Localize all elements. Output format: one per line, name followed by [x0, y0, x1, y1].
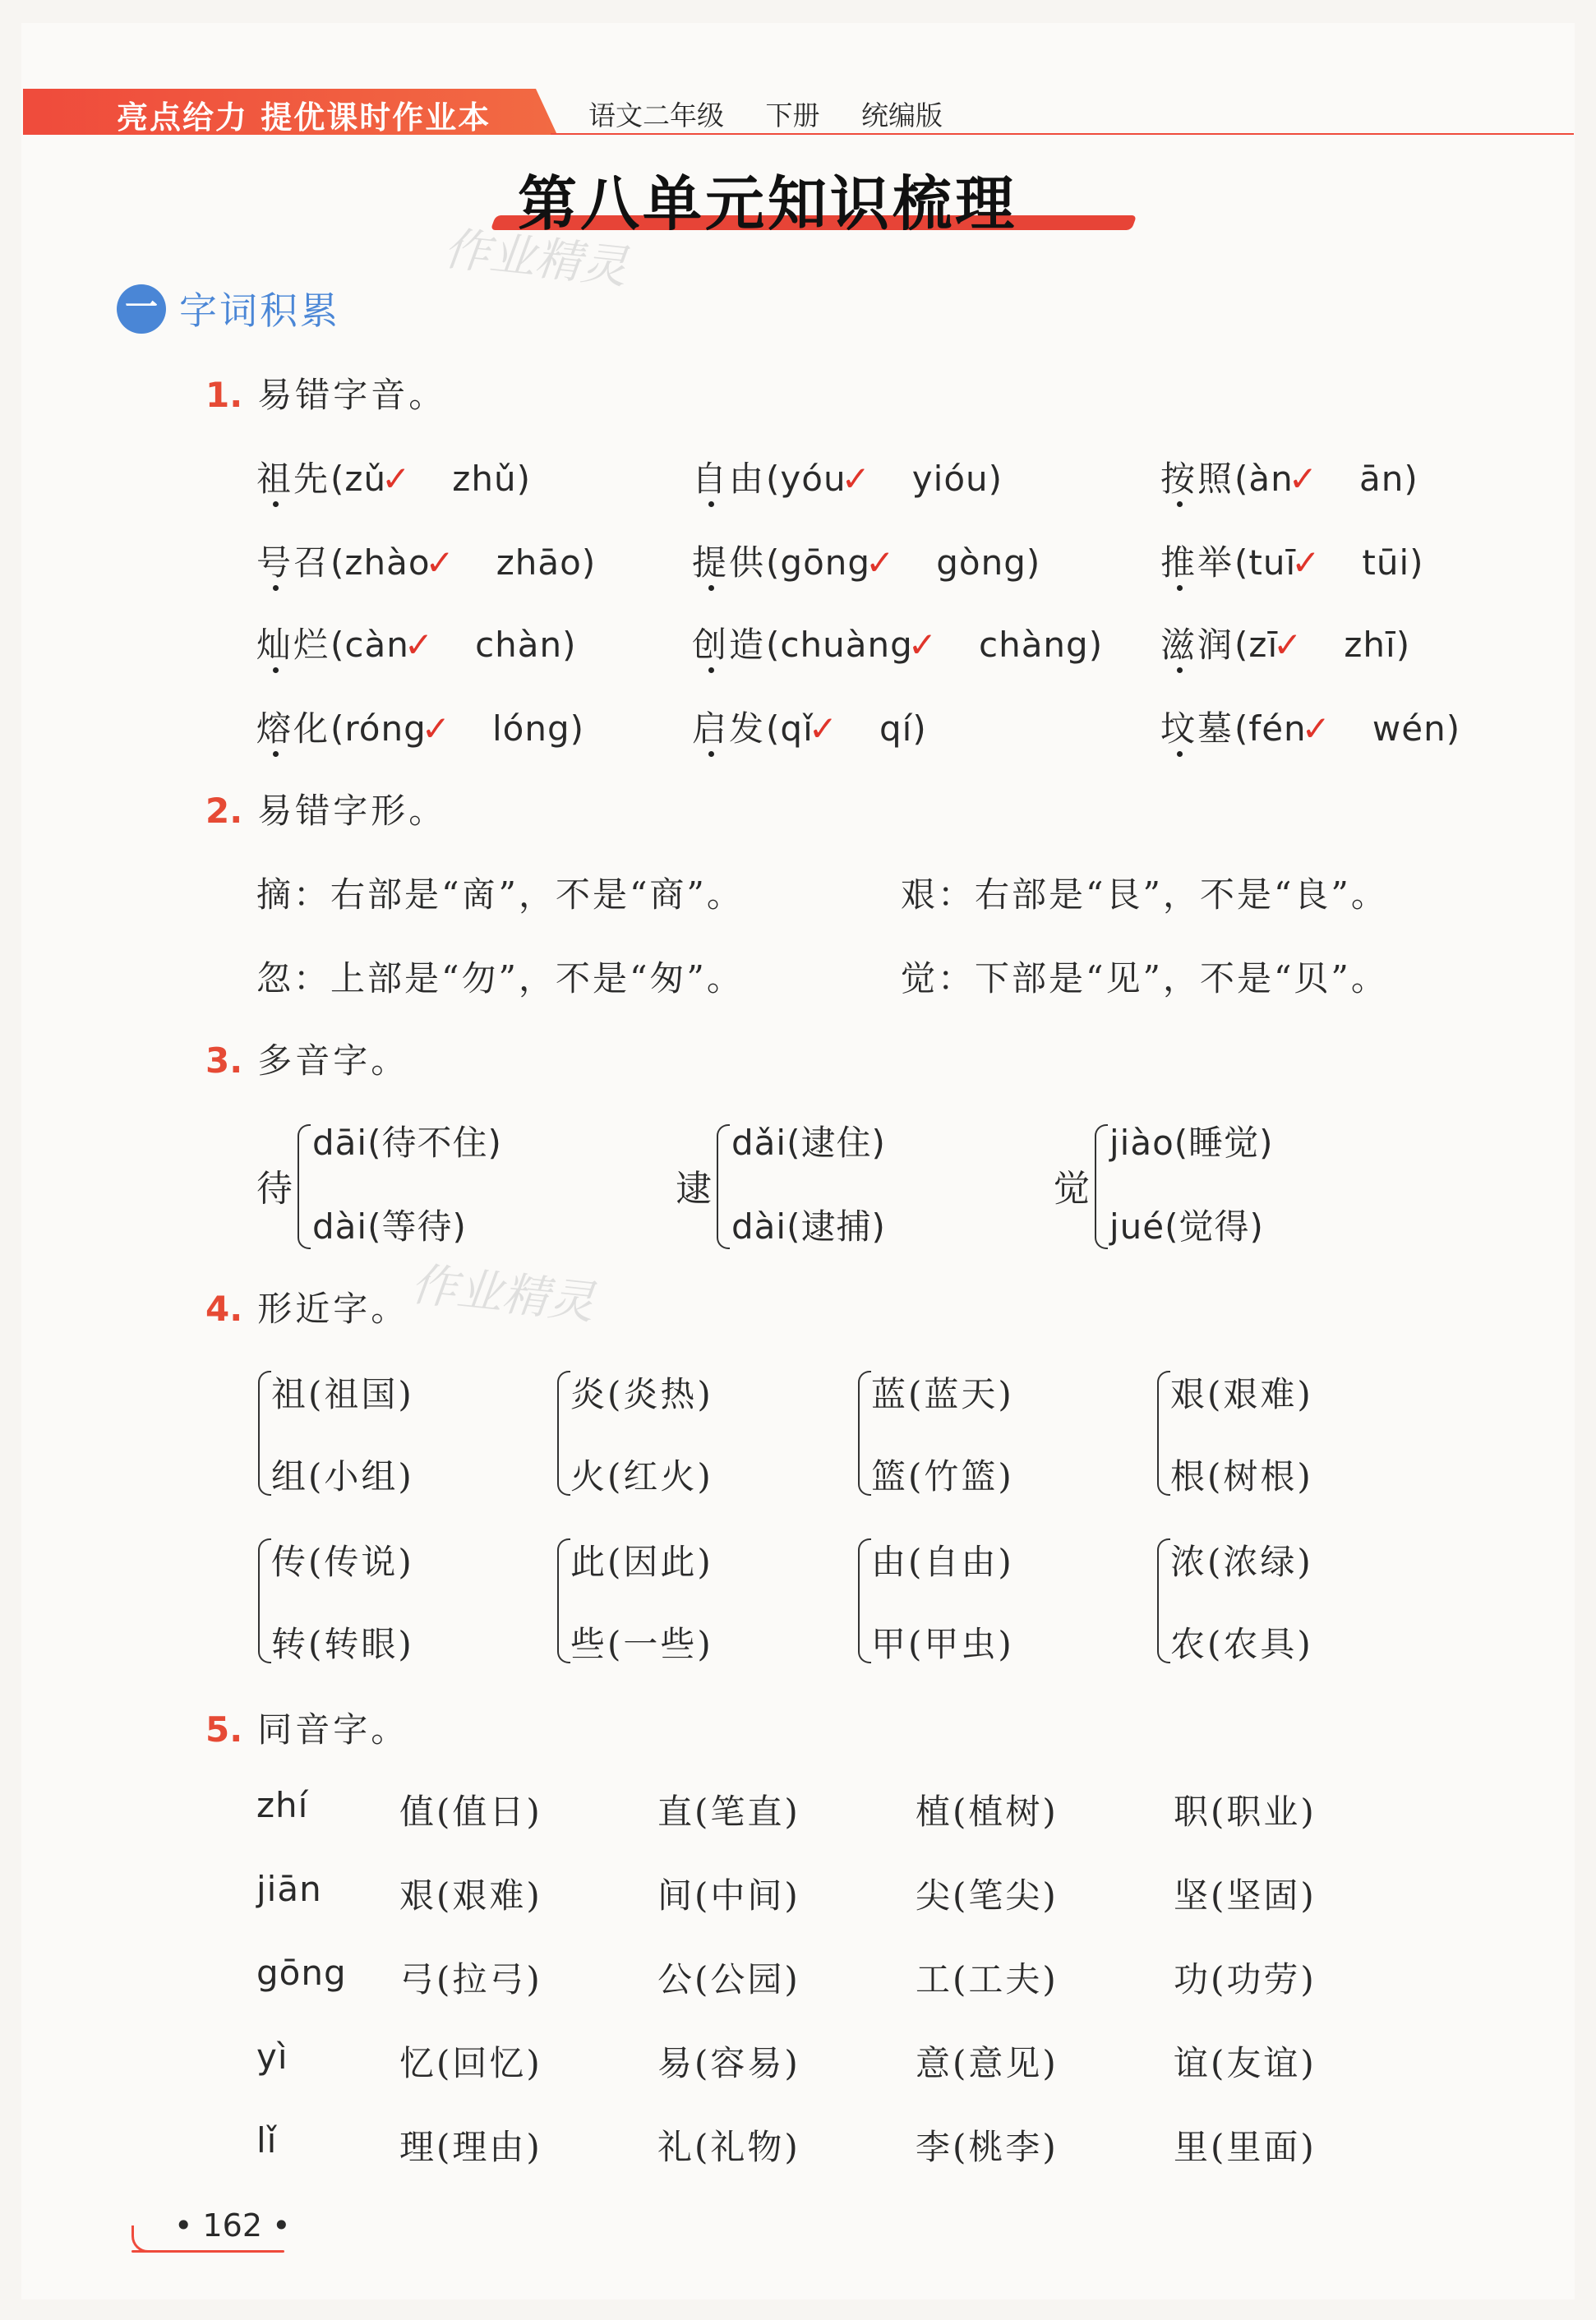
- wrong-pinyin: zhǔ: [452, 459, 517, 499]
- similar-char: 炎(炎热): [570, 1374, 713, 1414]
- word-char: 墓: [1197, 708, 1235, 749]
- header-volume: 下册: [765, 99, 820, 131]
- correct-pinyin: zǔ: [344, 459, 387, 499]
- brace: [258, 1538, 271, 1663]
- similar-char: 传(传说): [271, 1542, 414, 1582]
- pronunciation-item: [692, 618, 1103, 667]
- homophone-word: 坚(坚固): [1174, 1875, 1317, 1916]
- question-number: 4.: [205, 1289, 243, 1329]
- header-rule: [551, 133, 1574, 135]
- pronunciation-item: [1160, 452, 1418, 501]
- homophone-word: 植(植树): [916, 1792, 1059, 1832]
- paren: (: [330, 459, 345, 499]
- section-title: 字词积累: [179, 288, 340, 333]
- brace: [1157, 1538, 1170, 1663]
- question-number: 1.: [205, 375, 243, 415]
- paren: (: [766, 625, 781, 665]
- question-label: 同音字。: [257, 1709, 409, 1750]
- pronunciation-item: [256, 702, 584, 751]
- correct-pinyin: chuàng: [780, 625, 913, 665]
- brace: [858, 1371, 871, 1496]
- word-char: 按: [1160, 459, 1198, 499]
- question-heading: [205, 1703, 408, 1752]
- similar-char: 浓(浓绿): [1170, 1542, 1313, 1582]
- wrong-pinyin: qí: [879, 708, 913, 749]
- question-heading: [205, 1034, 408, 1083]
- paren: ): [988, 459, 1003, 499]
- word-char: 推: [1160, 542, 1198, 583]
- paren: (: [1234, 542, 1249, 583]
- word-char: 润: [1197, 625, 1235, 665]
- brace: [1157, 1371, 1170, 1496]
- homophone-word: 忆(回忆): [399, 2043, 542, 2083]
- homophone-pinyin: gōng: [256, 1953, 347, 1993]
- homophone-word: 尖(笔尖): [916, 1875, 1059, 1916]
- paren: ): [1088, 625, 1104, 665]
- wrong-pinyin: zhāo: [496, 542, 582, 583]
- wrong-pinyin: gòng: [936, 542, 1026, 583]
- similar-char: 农(农具): [1170, 1624, 1313, 1664]
- correct-pinyin: róng: [344, 708, 427, 749]
- paren: (: [330, 708, 345, 749]
- homophone-pinyin: yì: [256, 2036, 288, 2077]
- homophone-word: 李(桃李): [916, 2127, 1059, 2167]
- correct-pinyin: fén: [1248, 708, 1307, 749]
- similar-char: 些(一些): [570, 1624, 713, 1664]
- correct-pinyin: zhào: [344, 542, 431, 583]
- pronunciation-item: [1160, 702, 1460, 751]
- wrong-pinyin: chàng: [978, 625, 1089, 665]
- question-label: 易错字形。: [257, 791, 447, 831]
- brace: [1095, 1124, 1108, 1249]
- paren: (: [1234, 459, 1249, 499]
- glyph-note: 艰：右部是“艮”，不是“良”。: [901, 874, 1388, 915]
- section-badge: 一: [117, 284, 166, 334]
- word-char: 坟: [1160, 708, 1198, 749]
- watermark: 作业精灵: [441, 222, 630, 295]
- question-label: 易错字音。: [257, 375, 447, 415]
- paren: ): [1409, 542, 1424, 583]
- homophone-pinyin: jiān: [256, 1869, 322, 1909]
- polyphone-char: 待: [256, 1168, 293, 1210]
- similar-char: 火(红火): [570, 1456, 713, 1497]
- paren: ): [1446, 708, 1461, 749]
- checkmark-icon: ✓: [841, 459, 873, 499]
- pronunciation-item: [1160, 536, 1424, 585]
- polyphone-reading: dāi(待不住): [312, 1123, 502, 1163]
- wrong-pinyin: wén: [1372, 708, 1446, 749]
- homophone-word: 理(理由): [399, 2127, 542, 2167]
- brace: [298, 1124, 311, 1249]
- paren: ): [912, 708, 927, 749]
- question-heading: [205, 784, 446, 833]
- question-number: 3.: [205, 1040, 243, 1081]
- question-number: 2.: [205, 791, 243, 831]
- checkmark-icon: ✓: [1291, 542, 1323, 583]
- homophone-word: 礼(礼物): [657, 2127, 800, 2167]
- watermark: 作业精灵: [408, 1257, 597, 1331]
- glyph-note: 摘：右部是“啇”，不是“商”。: [256, 874, 744, 915]
- correct-pinyin: tuī: [1248, 542, 1297, 583]
- word-char: 号: [256, 542, 294, 583]
- wrong-pinyin: tūi: [1362, 542, 1410, 583]
- similar-char: 艰(艰难): [1170, 1374, 1313, 1414]
- word-char: 化: [293, 708, 331, 749]
- word-char: 提: [692, 542, 730, 583]
- word-char: 供: [729, 542, 767, 583]
- word-char: 滋: [1160, 625, 1198, 665]
- paren: ): [1026, 542, 1041, 583]
- homophone-word: 里(里面): [1174, 2127, 1317, 2167]
- header-subject: 语文二年级: [588, 99, 724, 131]
- wrong-pinyin: chàn: [475, 625, 563, 665]
- checkmark-icon: ✓: [381, 459, 413, 499]
- similar-char: 组(小组): [271, 1456, 414, 1497]
- paren: (: [330, 542, 345, 583]
- correct-pinyin: qǐ: [780, 708, 814, 749]
- header-info: [588, 95, 976, 133]
- header-brand: 亮点给力 提优课时作业本: [117, 99, 491, 136]
- polyphone-char: 觉: [1054, 1168, 1090, 1210]
- paren: (: [1234, 625, 1249, 665]
- footer-ornament: [131, 2225, 167, 2253]
- word-char: 启: [692, 708, 730, 749]
- polyphone-reading: jué(觉得): [1109, 1206, 1264, 1247]
- checkmark-icon: ✓: [865, 542, 897, 583]
- pronunciation-item: [1160, 618, 1410, 667]
- paren: (: [766, 459, 781, 499]
- checkmark-icon: ✓: [808, 708, 840, 749]
- homophone-word: 直(笔直): [657, 1792, 800, 1832]
- polyphone-reading: dǎi(逮住): [731, 1123, 886, 1163]
- paren: ): [562, 625, 577, 665]
- paren: ): [570, 708, 584, 749]
- similar-char: 甲(甲虫): [871, 1624, 1014, 1664]
- paren: (: [766, 708, 781, 749]
- glyph-note: 觉：下部是“见”，不是“贝”。: [901, 958, 1388, 999]
- pronunciation-item: [256, 452, 531, 501]
- polyphone-reading: jiào(睡觉): [1109, 1123, 1274, 1163]
- similar-char: 根(树根): [1170, 1456, 1313, 1497]
- homophone-word: 公(公园): [657, 1959, 800, 1999]
- similar-char: 此(因此): [570, 1542, 713, 1582]
- paren: (: [1234, 708, 1249, 749]
- paren: ): [581, 542, 597, 583]
- pronunciation-item: [692, 452, 1003, 501]
- homophone-word: 值(值日): [399, 1792, 542, 1832]
- brace: [717, 1124, 730, 1249]
- glyph-note: 忽：上部是“勿”，不是“匆”。: [256, 958, 744, 999]
- correct-pinyin: zī: [1248, 625, 1279, 665]
- pronunciation-item: [692, 702, 927, 751]
- pronunciation-item: [256, 536, 596, 585]
- similar-char: 转(转眼): [271, 1624, 414, 1664]
- wrong-pinyin: lóng: [491, 708, 570, 749]
- correct-pinyin: yóu: [780, 459, 846, 499]
- pronunciation-item: [256, 618, 577, 667]
- word-char: 召: [293, 542, 331, 583]
- polyphone-char: 逮: [676, 1168, 712, 1210]
- checkmark-icon: ✓: [1273, 625, 1305, 665]
- paren: ): [1395, 625, 1411, 665]
- homophone-word: 弓(拉弓): [399, 1959, 542, 1999]
- checkmark-icon: ✓: [404, 625, 436, 665]
- similar-char: 篮(竹篮): [871, 1456, 1014, 1497]
- checkmark-icon: ✓: [907, 625, 939, 665]
- question-label: 多音字。: [257, 1040, 409, 1081]
- homophone-word: 意(意见): [916, 2043, 1059, 2083]
- homophone-word: 艰(艰难): [399, 1875, 542, 1916]
- word-char: 照: [1197, 459, 1235, 499]
- word-char: 灿: [256, 625, 294, 665]
- page-title: 第八单元知识梳理: [518, 169, 1018, 238]
- paren: ): [1404, 459, 1418, 499]
- brace: [557, 1371, 570, 1496]
- homophone-word: 间(中间): [657, 1875, 800, 1916]
- similar-char: 祖(祖国): [271, 1374, 414, 1414]
- checkmark-icon: ✓: [421, 708, 453, 749]
- homophone-word: 职(职业): [1174, 1792, 1317, 1832]
- word-char: 先: [293, 459, 331, 499]
- page-number: • 162 •: [174, 2207, 291, 2244]
- checkmark-icon: ✓: [425, 542, 457, 583]
- brace: [258, 1371, 271, 1496]
- homophone-pinyin: zhí: [256, 1785, 309, 1825]
- pronunciation-item: [692, 536, 1040, 585]
- footer-rule: [131, 2250, 284, 2253]
- question-heading: [205, 1282, 408, 1331]
- word-char: 创: [692, 625, 730, 665]
- paren: ): [516, 459, 531, 499]
- word-char: 发: [729, 708, 767, 749]
- homophone-word: 功(功劳): [1174, 1959, 1317, 1999]
- word-char: 举: [1197, 542, 1235, 583]
- header-edition: 统编版: [861, 99, 943, 131]
- word-char: 造: [729, 625, 767, 665]
- brace: [557, 1538, 570, 1663]
- paren: (: [766, 542, 781, 583]
- brace: [858, 1538, 871, 1663]
- correct-pinyin: càn: [344, 625, 409, 665]
- word-char: 祖: [256, 459, 294, 499]
- wrong-pinyin: ān: [1358, 459, 1405, 499]
- word-char: 熔: [256, 708, 294, 749]
- checkmark-icon: ✓: [1301, 708, 1333, 749]
- wrong-pinyin: yióu: [911, 459, 989, 499]
- homophone-word: 工(工夫): [916, 1959, 1059, 1999]
- word-char: 由: [729, 459, 767, 499]
- question-number: 5.: [205, 1709, 243, 1750]
- question-label: 形近字。: [257, 1289, 409, 1329]
- wrong-pinyin: zhī: [1344, 625, 1396, 665]
- polyphone-reading: dài(逮捕): [731, 1206, 886, 1247]
- word-char: 自: [692, 459, 730, 499]
- homophone-word: 易(容易): [657, 2043, 800, 2083]
- question-heading: [205, 368, 446, 417]
- paren: (: [330, 625, 345, 665]
- homophone-word: 谊(友谊): [1174, 2043, 1317, 2083]
- similar-char: 蓝(蓝天): [871, 1374, 1014, 1414]
- homophone-pinyin: lǐ: [256, 2120, 278, 2161]
- polyphone-reading: dài(等待): [312, 1206, 467, 1247]
- correct-pinyin: àn: [1248, 459, 1294, 499]
- correct-pinyin: gōng: [780, 542, 871, 583]
- word-char: 烂: [293, 625, 331, 665]
- checkmark-icon: ✓: [1288, 459, 1320, 499]
- similar-char: 由(自由): [871, 1542, 1014, 1582]
